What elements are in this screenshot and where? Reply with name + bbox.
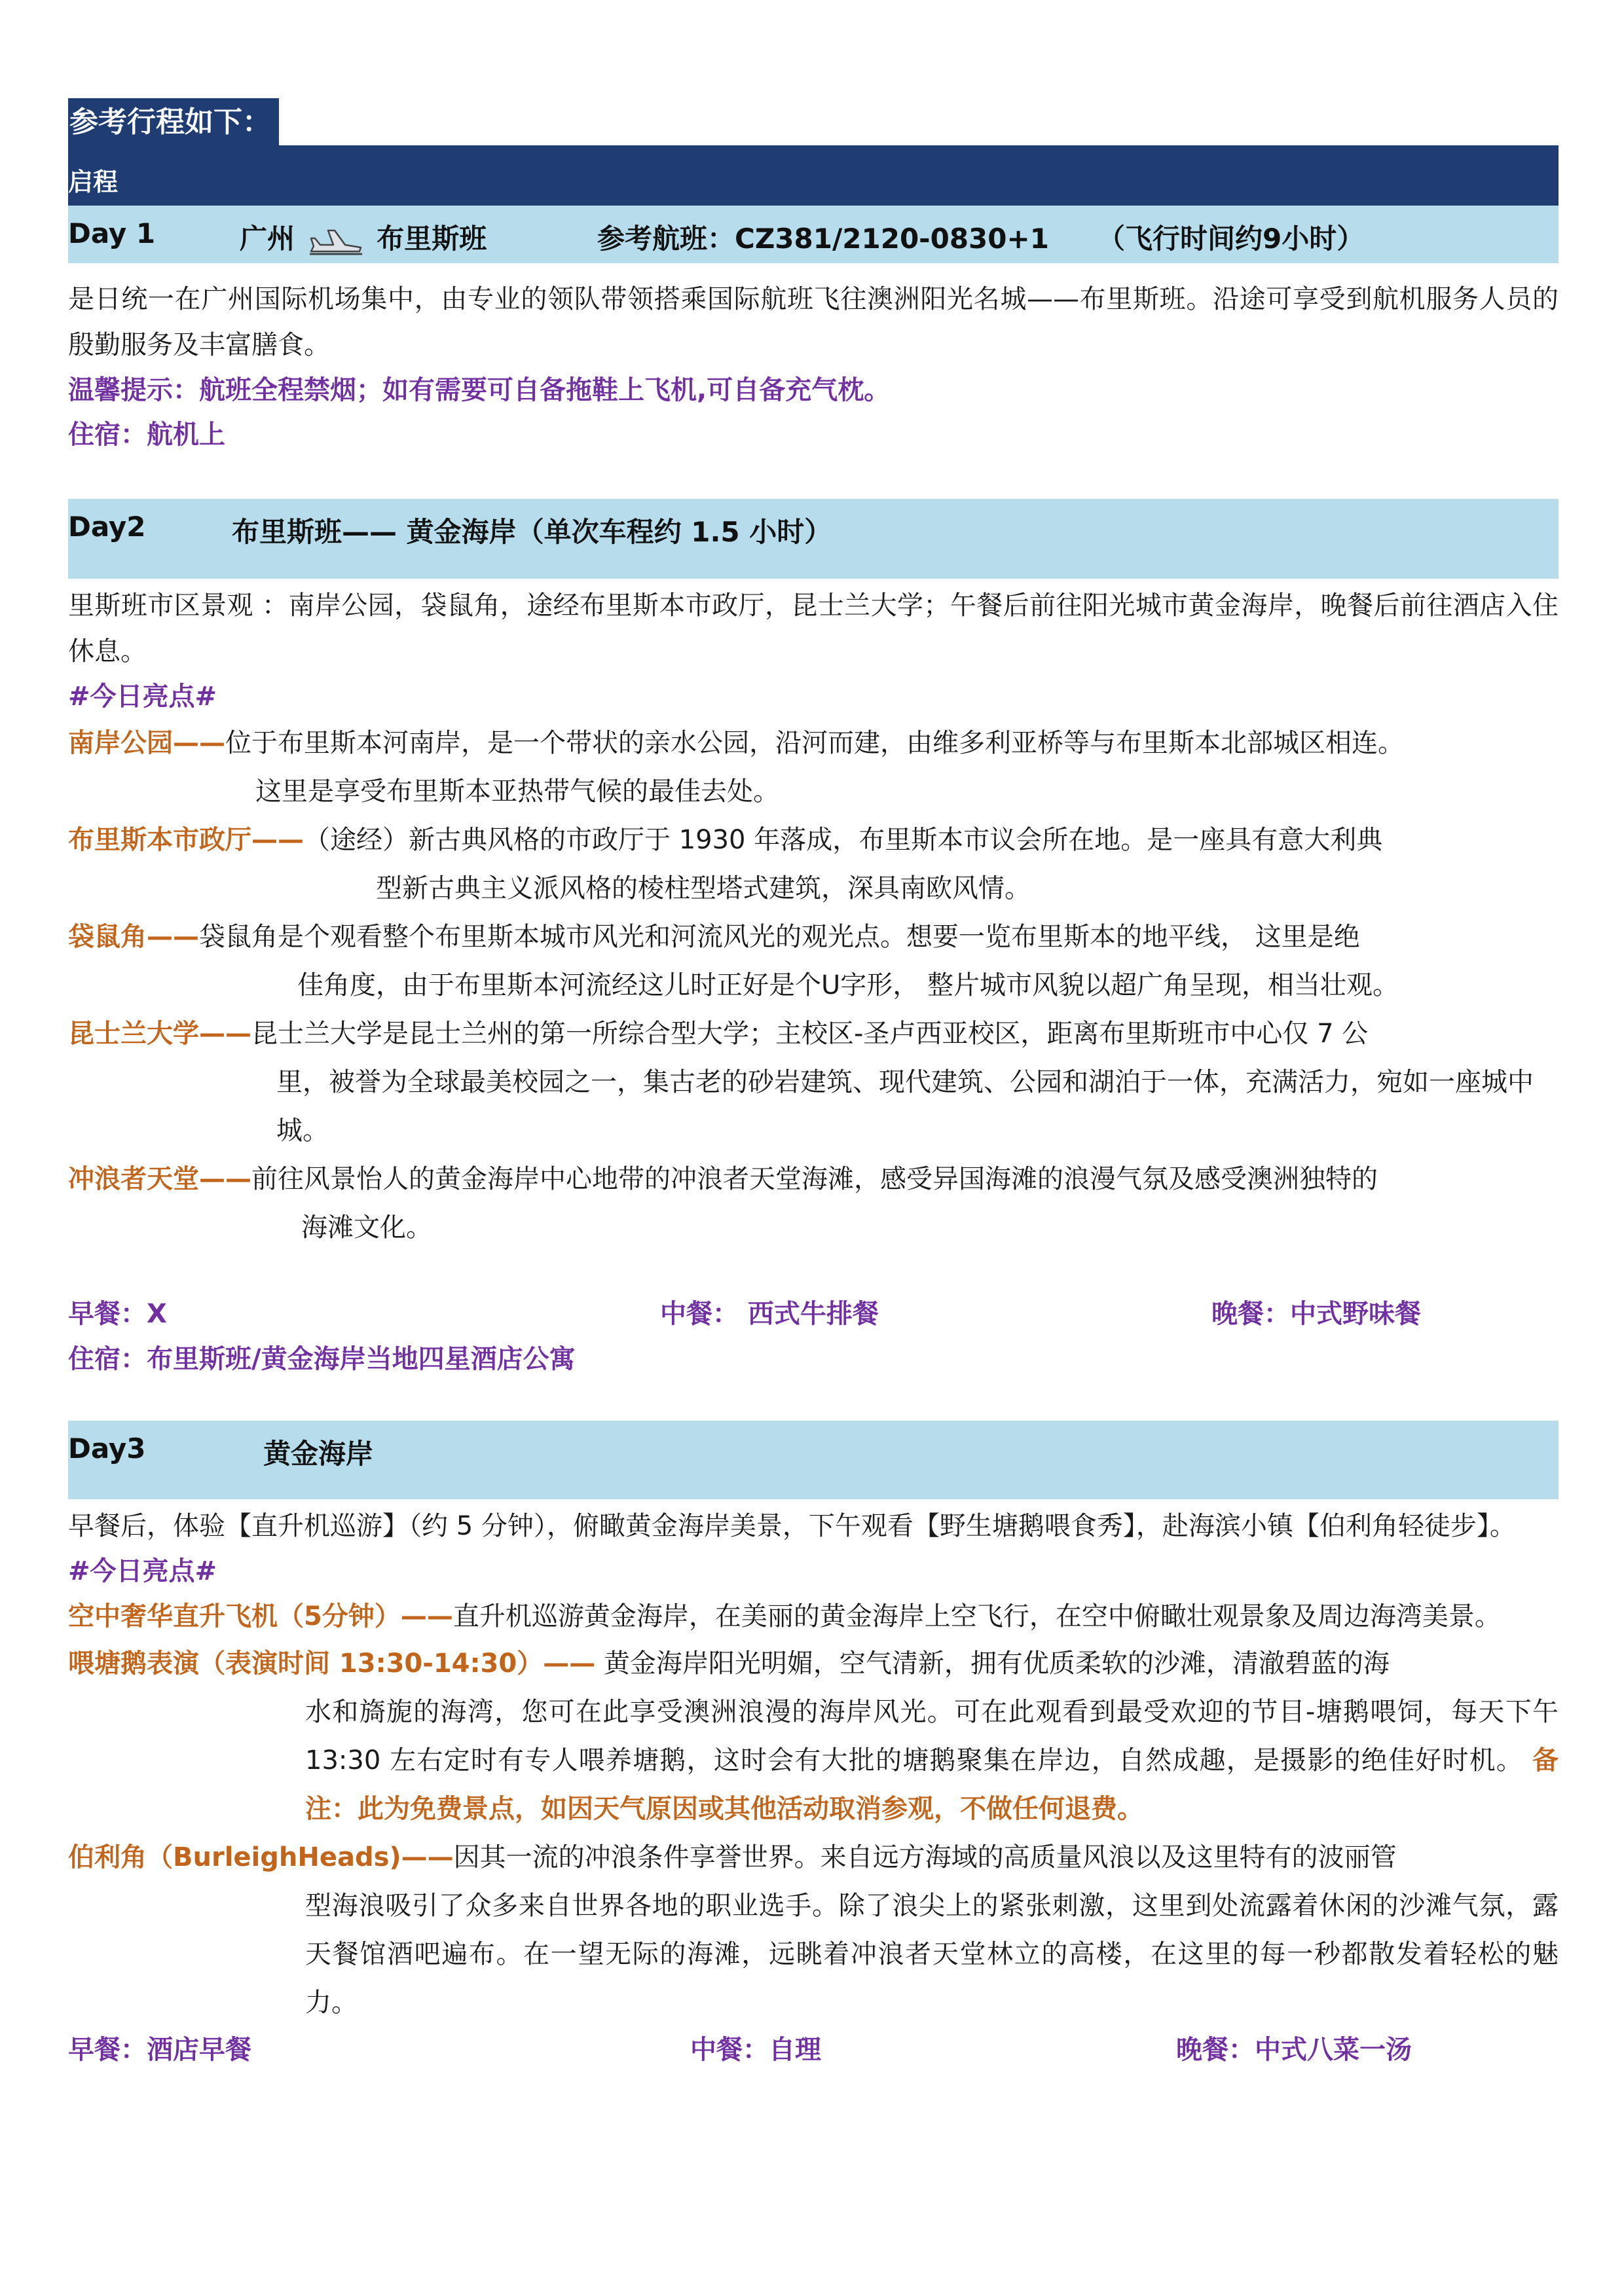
attraction-surfers-paradise [68,1155,1559,1252]
day3-meals [68,2027,1559,2073]
attraction-name: 布里斯本市政厅—— [68,825,304,855]
day3-label: Day3 [68,1432,146,1465]
pelican-note: 备注：此为免费景点，如因天气原因或其他活动取消参观，不做任何退费。 [305,1745,1559,1824]
attraction-text: 前往风景怡人的黄金海岸中心地带的冲浪者天堂海滩，感受异国海滩的浪漫气氛及感受澳洲独特的 [251,1164,1378,1194]
day3-description: 早餐后，体验【直升机巡游】（约 5 分钟），俯瞰黄金海岸美景，下午观看【野生塘鹅喂食秀】，赴海滨小镇【伯利角轻徒步】。 [68,1511,1516,1541]
attraction-name: 喂塘鹅表演（表演时间 13:30-14:30）—— [68,1649,596,1679]
attraction-text: 袋鼠角是个观看整个布里斯本城市风光和河流风光的观光点。想要一览布里斯本的地平线， 这里是绝 [199,922,1360,952]
airplane-icon [308,225,363,257]
attraction-name: 伯利角（BurleighHeads)—— [68,1842,454,1872]
day1-description: 是日统一在广州国际机场集中，由专业的领队带领搭乘国际航班飞往澳洲阳光名城——布里斯班。沿途可享受到航机服务人员的殷勤服务及丰富膳食。 [68,284,1559,360]
attraction-text: 因其一流的冲浪条件享誉世界。来自远方海域的高质量风浪以及这里特有的波丽管 [453,1842,1397,1872]
day3-lunch: 中餐：自理 [690,2035,821,2065]
day2-route: 布里斯班—— 黄金海岸（单次车程约 1.5 小时） [232,516,832,548]
day1-hotel: 住宿：航机上 [68,420,225,450]
attraction-city-hall [68,816,1559,913]
attraction-text-cont: 型新古典主义派风格的棱柱型塔式建筑，深具南欧风情。 [376,873,1031,903]
attraction-helicopter [68,1594,1559,1639]
attraction-name: 袋鼠角—— [68,922,199,952]
attraction-south-bank [68,719,1559,816]
attraction-burleigh-heads [68,1833,1559,2027]
attraction-text: 昆士兰大学是昆士兰州的第一所综合型大学；主校区-圣卢西亚校区，距离布里斯班市中心仅 7 公 [251,1019,1369,1049]
day3-highlight: #今日亮点# [68,1556,217,1586]
day2-hotel: 住宿：布里斯班/黄金海岸当地四星酒店公寓 [68,1344,576,1374]
day1-flight: 参考航班：CZ381/2120-0830+1 [597,223,1049,255]
attraction-text-cont [68,1688,1559,1833]
attraction-kangaroo-point [68,913,1559,1010]
day3-dinner: 晚餐：中式八菜一汤 [1176,2035,1412,2065]
day1-from: 广州 [240,223,295,255]
day2-label: Day2 [68,511,146,543]
day1-bar [68,206,1559,263]
day2-dinner: 晚餐：中式野味餐 [1211,1299,1421,1329]
day2-lunch: 中餐： 西式牛排餐 [660,1299,879,1329]
day1-to: 布里斯班 [377,223,487,255]
itinerary-heading: 参考行程如下： [68,98,279,147]
attraction-pelican-feeding [68,1639,1559,1833]
departure-bar [68,145,1559,206]
attraction-text-cont: 型海浪吸引了众多来自世界各地的职业选手。除了浪尖上的紧张刺激，这里到处流露着休闲的沙滩气氛，露天餐馆酒吧遍布。在一望无际的海滩，远眺着冲浪者天堂林立的高楼，在这里的每一秒都散发着轻松的魅力。 [305,1891,1559,2018]
attraction-name: 南岸公园—— [68,728,225,758]
day2-highlight: #今日亮点# [68,682,217,712]
day3-bar [68,1421,1559,1499]
attraction-text: 直升机巡游黄金海岸，在美丽的黄金海岸上空飞行，在空中俯瞰壮观景象及周边海湾美景。 [452,1601,1501,1631]
day2-description: 里斯班市区景观 ：南岸公园，袋鼠角，途经布里斯本市政厅，昆士兰大学；午餐后前往阳光城市黄金海岸，晚餐后前往酒店入住休息。 [68,591,1559,666]
day2-meals [68,1291,1559,1337]
attraction-text: （途经）新古典风格的市政厅于 1930 年落成，布里斯本市议会所在地。是一座具有意大利典 [304,825,1383,855]
attraction-name: 冲浪者天堂—— [68,1164,251,1194]
day2-bar [68,499,1559,579]
pelican-text-cont: 水和旖旎的海湾，您可在此享受澳洲浪漫的海岸风光。可在此观看到最受欢迎的节目-塘鹅喂饲，每天下午 13:30 左右定时有专人喂养塘鹅，这时会有大批的塘鹅聚集在岸边，自然成趣，是摄影的绝佳好时机。 [305,1697,1559,1776]
attraction-uq [68,1010,1559,1155]
day1-tip: 温馨提示：航班全程禁烟；如有需要可自备拖鞋上飞机,可自备充气枕。 [68,375,891,405]
day3-breakfast: 早餐：酒店早餐 [68,2035,251,2065]
day1-label: Day 1 [68,217,156,249]
attraction-text: 黄金海岸阳光明媚，空气清新，拥有优质柔软的沙滩，清澈碧蓝的海 [595,1649,1390,1679]
attraction-text-cont: 佳角度，由于布里斯本河流经这儿时正好是个U字形， 整片城市风貌以超广角呈现，相当壮观。 [297,970,1399,1000]
attraction-text-cont: 海滩文化。 [301,1212,432,1243]
attraction-name: 空中奢华直升飞机（5分钟）—— [68,1601,453,1631]
departure-label: 启程 [68,168,119,196]
day2-breakfast: 早餐：X [68,1299,167,1329]
day1-route [240,217,487,257]
attraction-name: 昆士兰大学—— [68,1019,251,1049]
day1-duration: （飞行时间约9小时） [1098,223,1365,255]
attraction-text-cont: 这里是享受布里斯本亚热带气候的最佳去处。 [255,776,779,807]
attraction-text: 位于布里斯本河南岸，是一个带状的亲水公园，沿河而建，由维多利亚桥等与布里斯本北部城区相连。 [225,728,1404,758]
heading-row [68,98,1559,145]
day3-place: 黄金海岸 [263,1438,374,1470]
itinerary-page [68,98,1559,2073]
attraction-text-cont: 里，被誉为全球最美校园之一，集古老的砂岩建筑、现代建筑、公园和湖泊于一体，充满活力，宛如一座城中城。 [276,1067,1534,1146]
